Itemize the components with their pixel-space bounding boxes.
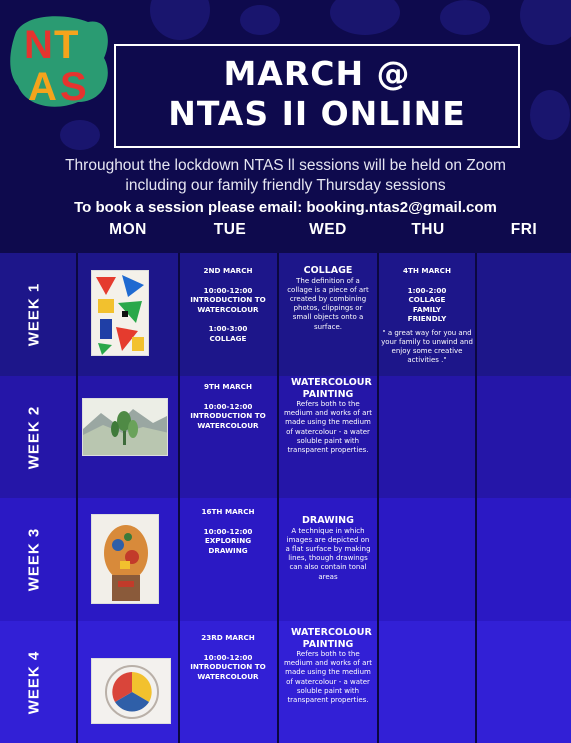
session-time: 10:00-12:00 (203, 285, 253, 295)
session-title: COLLAGE FAMILY FRIENDLY (407, 295, 447, 323)
svg-text:S: S (60, 65, 87, 109)
background-shape (520, 0, 571, 45)
background-shape (530, 90, 570, 140)
wed-description: A technique in which images are depicted on a flat surface by making lines, though drawings can also contain tonal areas (285, 526, 371, 581)
background-shape (330, 0, 400, 35)
svg-text:N: N (24, 23, 53, 67)
wed-description: Refers both to the medium and works of art made using the medium of watercolour - a water soluble paint with transparent properties. (283, 400, 373, 455)
day-header-thu: THU (411, 221, 445, 238)
column-divider (76, 253, 78, 743)
column-divider (475, 253, 477, 743)
day-header-tue: TUE (213, 221, 247, 238)
svg-text:A: A (28, 65, 57, 109)
session-date: 2ND MARCH (203, 266, 253, 275)
subtitle-line-1: Throughout the lockdown NTAS ll sessions will be held on Zoom (65, 157, 506, 174)
watercolour-landscape-image (82, 398, 168, 456)
booking-info: To book a session please email: booking.ntas2@gmail.com (74, 199, 497, 216)
session-date: 23RD MARCH (201, 633, 255, 642)
week-3-label (22, 498, 46, 621)
subtitle (40, 156, 531, 196)
week-2-label-text: WEEK 2 (25, 405, 43, 469)
svg-text:T: T (54, 23, 79, 67)
column-divider (277, 253, 279, 743)
week-4-label (22, 621, 46, 743)
background-shape (60, 120, 100, 150)
background-shape (240, 5, 280, 35)
session-time: 1:00-3:00 (208, 324, 248, 333)
week-3-label-text: WEEK 3 (25, 527, 43, 592)
wed-heading: WATERCOLOUR PAINTING (291, 377, 372, 400)
session-time: 10:00-12:00 (203, 526, 253, 536)
session-title: EXPLORING DRAWING (204, 536, 252, 555)
background-shape (150, 0, 210, 40)
wed-heading: DRAWING (302, 515, 354, 526)
session-date: 16TH MARCH (201, 507, 255, 516)
session-title: INTRODUCTION TO WATERCOLOUR (190, 295, 266, 314)
background-shape (440, 0, 490, 35)
day-header-mon: MON (109, 221, 147, 238)
session-date: 4TH MARCH (403, 266, 451, 275)
week-1-thu-cell (379, 266, 475, 365)
session-time: 1:00-2:00 (407, 285, 447, 295)
week-1-tue-cell (182, 266, 274, 343)
colour-wheel-image (91, 658, 171, 724)
wed-heading: COLLAGE (303, 265, 353, 276)
collage-artwork-image (91, 270, 149, 356)
session-time: 10:00-12:00 (203, 652, 253, 662)
session-title: INTRODUCTION TO WATERCOLOUR (190, 662, 266, 681)
day-header-fri: FRI (510, 221, 538, 238)
ntas-logo (8, 10, 116, 110)
week-2-tue-cell (182, 382, 274, 430)
title-line-2: NTAS II ONLINE (168, 94, 466, 133)
week-4-wed-cell (283, 627, 373, 705)
session-title: COLLAGE (209, 333, 247, 343)
page-title (114, 54, 520, 134)
wed-description: Refers both to the medium and works of art made using the medium of watercolour - a water soluble paint with transparent properties. (283, 650, 373, 705)
week-4-label-text: WEEK 4 (25, 650, 43, 714)
column-divider (178, 253, 180, 743)
week-1-wed-cell (283, 265, 373, 332)
week-2-label (22, 376, 46, 498)
session-title: INTRODUCTION TO WATERCOLOUR (190, 411, 266, 430)
week-3-wed-cell (283, 515, 373, 582)
wed-description: The definition of a collage is a piece of art created by combining photos, clippings or small objects onto a surface. (287, 276, 369, 331)
week-1-label-text: WEEK 1 (25, 282, 43, 347)
subtitle-line-2: including our family friendly Thursday sessions (125, 177, 446, 194)
day-header-wed: WED (309, 221, 347, 238)
week-3-tue-cell (182, 507, 274, 555)
session-time: 10:00-12:00 (203, 401, 253, 411)
week-1-label (22, 253, 46, 376)
week-4-tue-cell (182, 633, 274, 681)
session-date: 9TH MARCH (204, 382, 252, 391)
session-quote: " a great way for you and your family to unwind and enjoy some creative activities ." (381, 328, 473, 365)
wed-heading: WATERCOLOUR PAINTING (291, 627, 372, 650)
drawing-portrait-image (91, 514, 159, 604)
week-2-wed-cell (283, 377, 373, 455)
title-line-1: MARCH @ (223, 54, 411, 93)
